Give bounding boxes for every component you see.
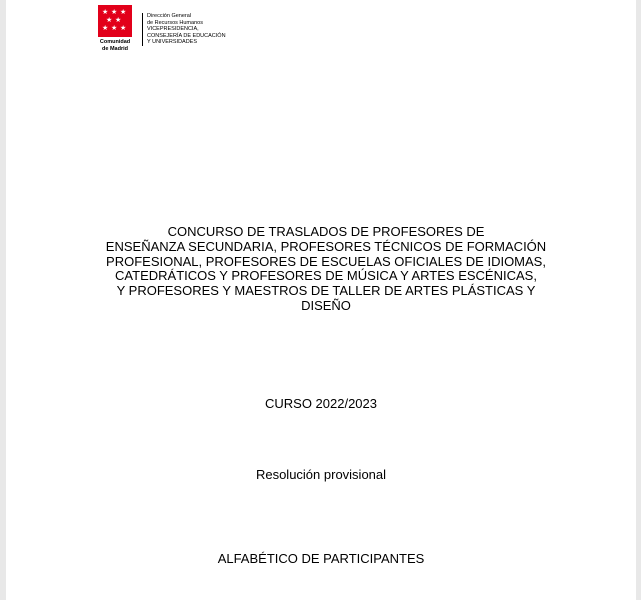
title-line: PROFESIONAL, PROFESORES DE ESCUELAS OFICIALES DE IDIOMAS, — [106, 253, 546, 269]
department-line: VICEPRESIDENCIA, — [147, 26, 199, 32]
logo-line-2: de Madrid — [102, 45, 128, 52]
document-title — [86, 225, 566, 314]
madrid-flag-icon: ★ ★ ★ ★ ★ ★ ★ ★ — [98, 5, 132, 37]
title-line: CATEDRÁTICOS Y PROFESORES DE MÚSICA Y ARTES ESCÉNICAS, — [115, 268, 537, 284]
department-line: de Recursos Humanos — [147, 19, 203, 26]
department-line: Y UNIVERSIDADES — [147, 39, 198, 45]
department-line: Dirección General — [147, 13, 192, 19]
title-line: ENSEÑANZA SECUNDARIA, PROFESORES TÉCNICOS DE FORMACIÓN — [105, 238, 547, 254]
title-line: Y PROFESORES Y MAESTROS DE TALLER DE ARTES PLÁSTICAS Y — [116, 283, 536, 299]
comunidad-de-madrid-logo — [93, 5, 137, 60]
department-line: CONSEJERÍA DE EDUCACIÓN — [147, 32, 226, 39]
document-page — [6, 0, 636, 600]
department-block — [142, 13, 257, 46]
title-line: CONCURSO DE TRASLADOS DE PROFESORES DE — [167, 224, 485, 239]
logo-caption — [93, 39, 137, 52]
listing-label: ALFABÉTICO DE PARTICIPANTES — [217, 551, 425, 566]
title-line: DISEÑO — [301, 297, 351, 313]
logo-line-1: Comunidad — [99, 39, 131, 45]
resolution-label: Resolución provisional — [255, 467, 387, 482]
course-label: CURSO 2022/2023 — [264, 396, 377, 411]
